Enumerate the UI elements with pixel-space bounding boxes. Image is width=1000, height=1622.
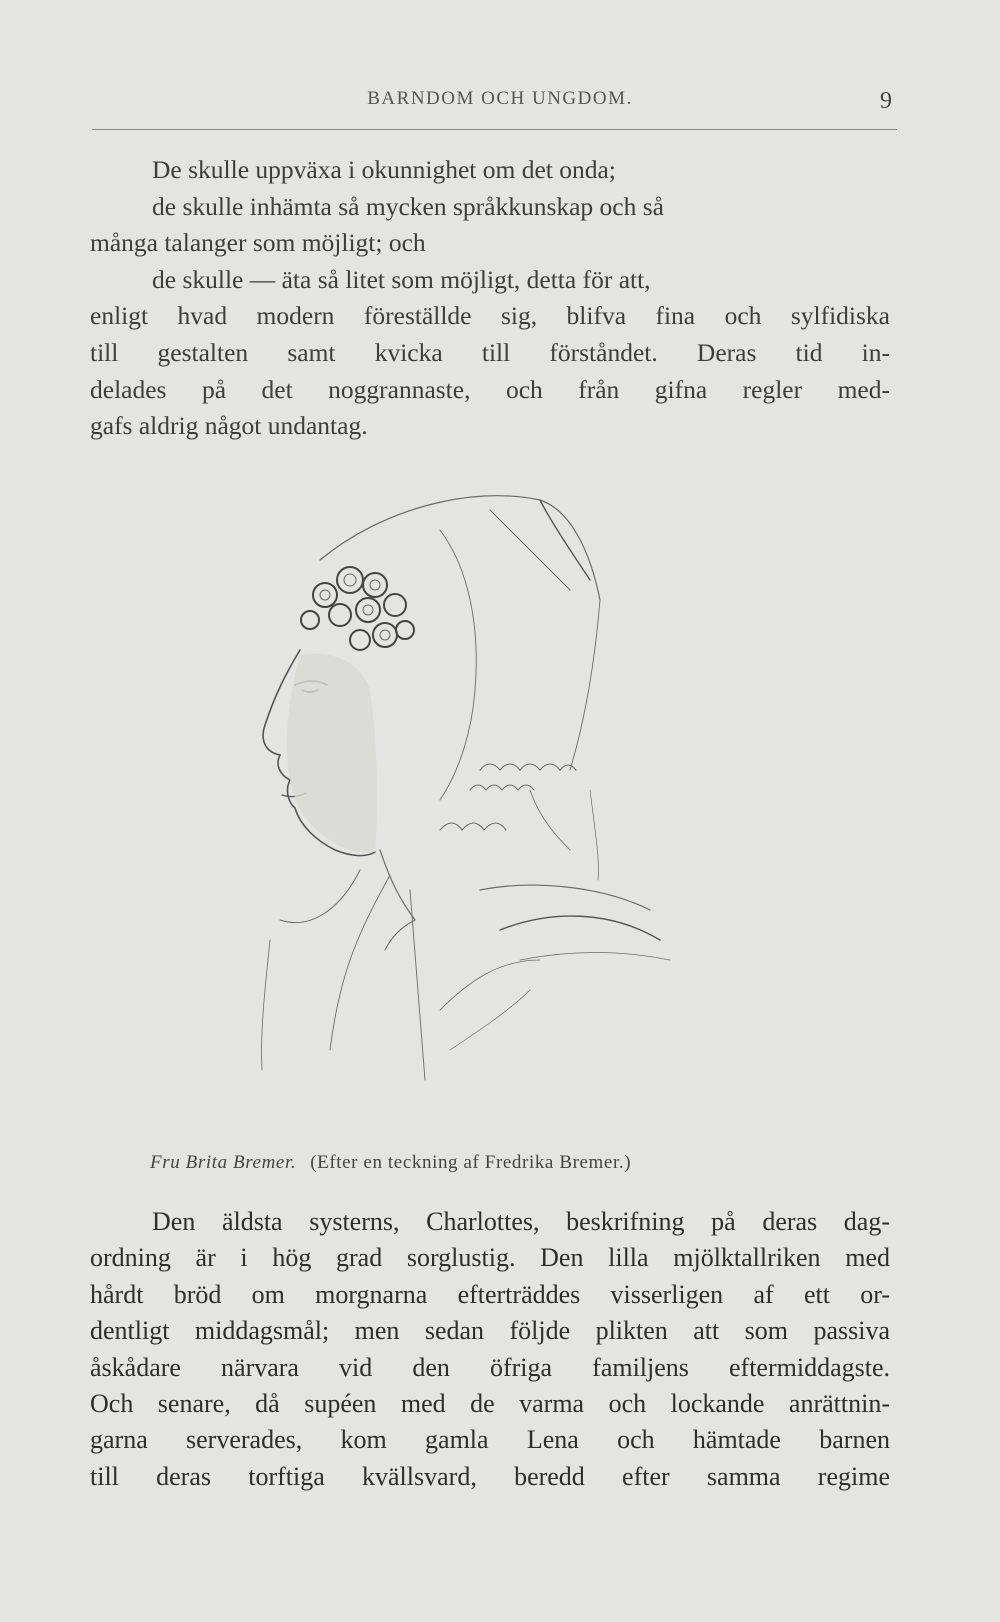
text-line: de skulle inhämta så mycken språkkunskap och så: [152, 191, 664, 221]
figure-caption: [150, 1152, 870, 1174]
text-line: till deras torftiga kvällsvard, beredd efter samma regime: [90, 1461, 890, 1491]
text-line: till gestalten samt kvicka till förståndet. Deras tid in-: [90, 337, 890, 367]
running-head: BARNDOM OCH UNGDOM.: [367, 88, 633, 109]
text-line: delades på det noggrannaste, och från gifna regler med-: [90, 374, 890, 404]
portrait-sketch: [240, 490, 720, 1130]
text-line: dentligt middagsmål; men sedan följde plikten att som passiva: [90, 1316, 890, 1346]
text-line: gafs aldrig något undantag.: [90, 411, 368, 441]
text-line: De skulle uppväxa i okunnighet om det onda;: [152, 155, 616, 184]
top-paragraphs: [90, 152, 890, 445]
text-line: garna serverades, kom gamla Lena och hämtade barnen: [90, 1425, 890, 1455]
text-line: enligt hvad modern föreställde sig, blifva fina och sylfidiska: [90, 301, 890, 331]
page-number: 9: [880, 88, 892, 114]
text-line: ordning är i hög grad sorglustig. Den lilla mjölktallriken med: [90, 1243, 890, 1273]
text-line: de skulle — äta så litet som möjligt, detta för att,: [152, 264, 651, 294]
text-line: åskådare närvara vid den öfriga familjens eftermiddagste.: [90, 1352, 890, 1382]
text-line: många talanger som möjligt; och: [90, 228, 426, 258]
text-line: Och senare, då supéen med de varma och lockande anrättnin-: [90, 1389, 890, 1419]
caption-source: (Efter en teckning af Fredrika Bremer.): [310, 1152, 632, 1173]
text-line: hårdt bröd om morgnarna efterträddes visserligen af ett or-: [90, 1279, 890, 1309]
header-rule: [92, 129, 897, 130]
caption-name: Fru Brita Bremer.: [150, 1152, 297, 1173]
bottom-paragraphs: [90, 1204, 890, 1495]
text-line: Den äldsta systerns, Charlottes, beskrifning på deras dag-: [152, 1207, 890, 1236]
